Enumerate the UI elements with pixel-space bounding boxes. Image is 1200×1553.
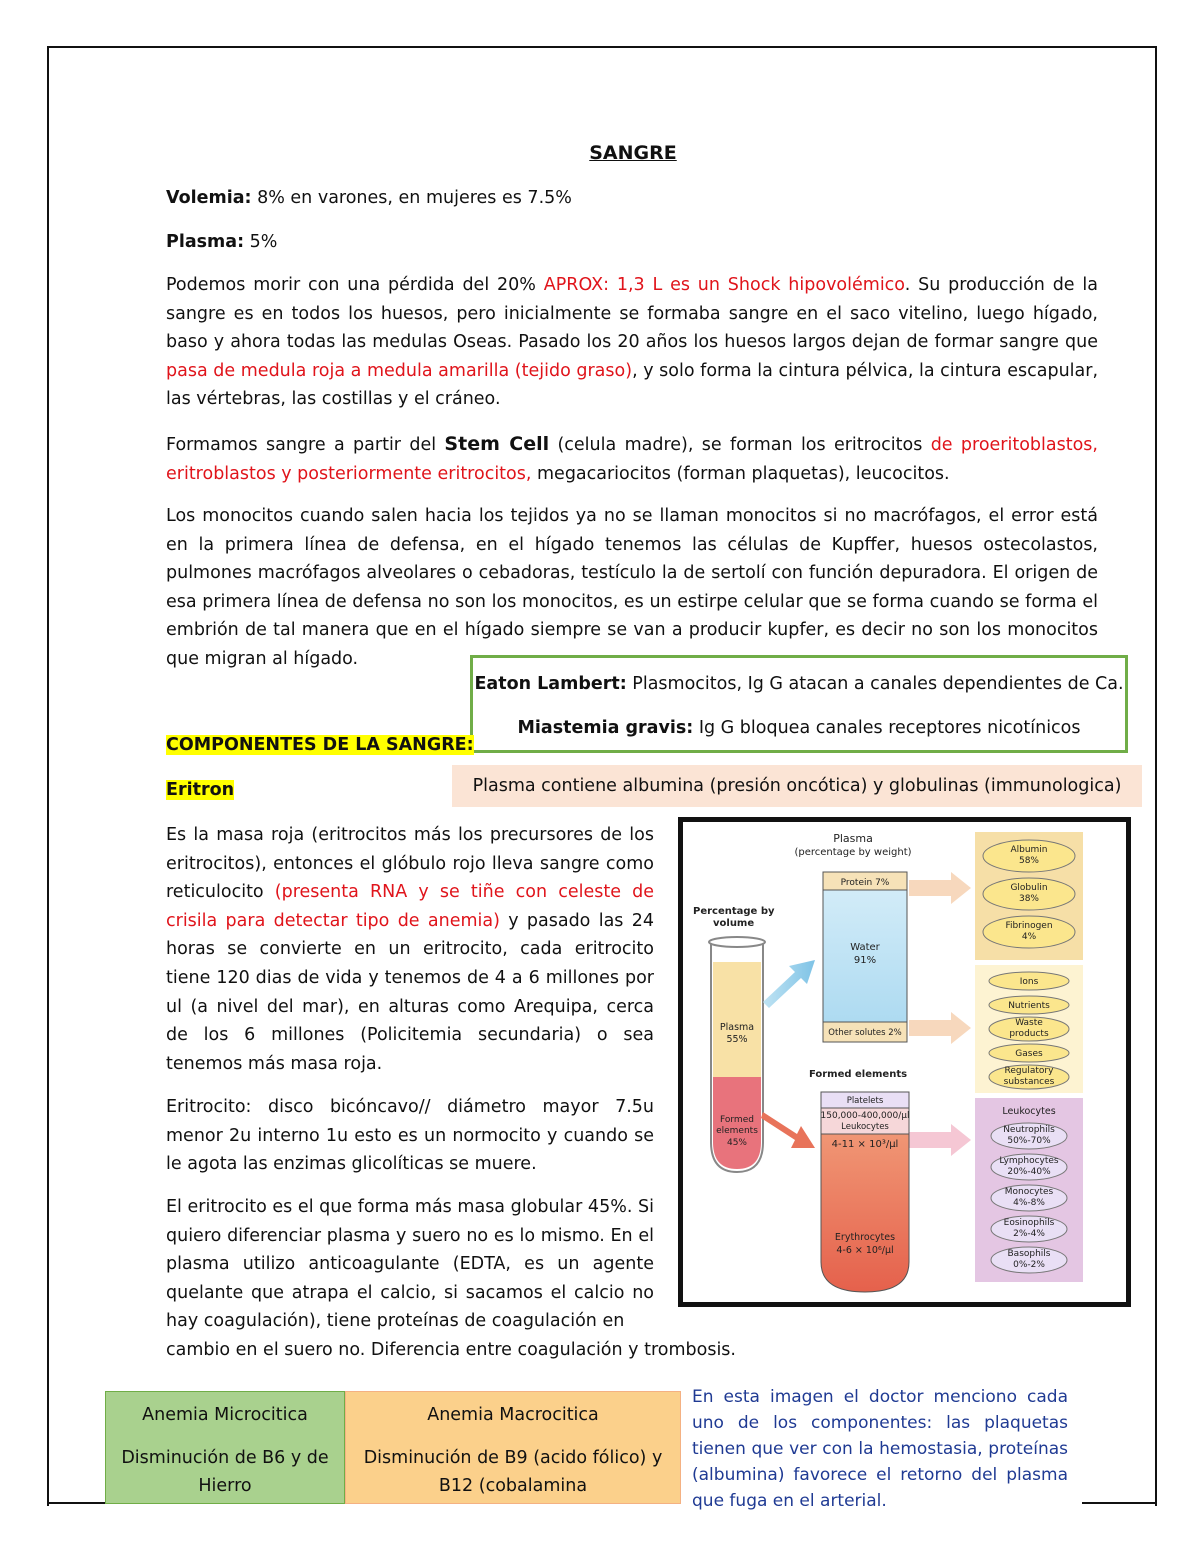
- leukocyte-oval-text: Neutrophils: [1003, 1125, 1055, 1135]
- text: Formamos sangre a partir del: [166, 435, 445, 455]
- solute-oval-text: Regulatory: [1004, 1066, 1054, 1076]
- text: Es la masa roja (eritrocitos más los precursores de los eritrocitos), entonces el glóbulo rojo lleva sangre como reticulocito: [166, 825, 654, 903]
- protein-oval-text: Fibrinogen: [1005, 921, 1053, 931]
- macro-desc: Disminución de B9 (acido fólico) y B12 (cobalamina: [363, 1448, 663, 1496]
- arrow-icon: [909, 1124, 971, 1156]
- plasma-subtitle: (percentage by weight): [794, 847, 912, 858]
- eaton-label: Eaton Lambert:: [474, 674, 627, 694]
- red-text: de proeritoblastos, eritroblastos y posteriormente eritrocitos,: [166, 435, 1098, 484]
- leukocyte-types-title: Leukocytes: [1002, 1106, 1056, 1117]
- plasma-label: Plasma:: [166, 232, 245, 252]
- leukocyte-oval-text: 20%-40%: [1007, 1167, 1051, 1177]
- myasthenia-box: [470, 655, 1128, 753]
- leukocytes-value: 4-11 × 10³/µl: [831, 1139, 899, 1150]
- paragraph-1: [166, 271, 1098, 414]
- eaton-line: [473, 674, 1125, 694]
- plasma-note-bar: Plasma contiene albumina (presión oncótica) y globulinas (immunologica): [452, 765, 1142, 807]
- pct-volume-label: Percentage by: [693, 906, 775, 917]
- volemia-label: Volemia:: [166, 188, 252, 208]
- leukocyte-oval-text: 50%-70%: [1007, 1136, 1051, 1146]
- leukocyte-oval: [991, 1123, 1067, 1149]
- text: megacariocitos (forman plaquetas), leucocitos.: [531, 463, 950, 484]
- leukocyte-oval-text: Eosinophils: [1003, 1218, 1055, 1228]
- pct-volume-label-2: volume: [713, 918, 755, 929]
- eaton-text: Plasmocitos, Ig G atacan a canales dependientes de Ca.: [626, 674, 1124, 694]
- solute-oval-text: Nutrients: [1008, 1001, 1050, 1011]
- protein-label: Protein 7%: [840, 878, 890, 888]
- text: . Su producción de la sangre es en todos los huesos, pero inicialmente se formaba sangre en el saco vitelino, luego hígado, baso y ahora todas las medulas Oseas. Pasado los 20 años los huesos largos dejan de formar sangre que: [166, 275, 1098, 353]
- micro-title: Anemia Microcitica: [142, 1405, 308, 1425]
- paragraph-5: Eritrocito: disco bicóncavo// diámetro mayor 7.5u menor 2u interno 1u esto es un normocito y cuando se le agota las enzimas glicolíticas se muere.: [166, 1097, 654, 1175]
- leukocyte-oval-text: Monocytes: [1004, 1187, 1054, 1197]
- protein-oval: [983, 840, 1075, 872]
- tube-formed-pct: 45%: [726, 1138, 748, 1148]
- arrow-icon: [909, 1012, 971, 1044]
- tube-plasma-layer: [713, 962, 761, 1077]
- componentes-heading: [166, 731, 474, 760]
- page-title: SANGRE: [589, 142, 677, 164]
- stem-cell-bold: Stem Cell: [444, 433, 550, 455]
- leukocyte-types-group: [991, 1123, 1067, 1273]
- frame-line: [1082, 1502, 1155, 1504]
- paragraph-6: El eritrocito es el que forma más masa globular 45%. Si quiero diferenciar plasma y suero no es lo mismo. En el plasma utilizo anticoagulante (EDTA, es un agente quelante que atrapa el calcio, si sacamos el calcio no hay coagulación), tiene proteínas de coagulación en: [166, 1197, 654, 1332]
- arrow-icon: [763, 960, 815, 1008]
- solute-oval-text: products: [1009, 1029, 1049, 1039]
- erythrocytes-value: 4-6 × 10⁶/µl: [836, 1245, 894, 1256]
- solute-oval-text: substances: [1003, 1077, 1055, 1087]
- solute-oval: [989, 1044, 1069, 1062]
- componentes-text: COMPONENTES DE LA SANGRE:: [166, 735, 474, 755]
- solute-oval: [989, 996, 1069, 1014]
- tube-formed-label-2: elements: [716, 1126, 758, 1136]
- protein-oval-text: 4%: [1021, 932, 1037, 942]
- anemia-macrocitica-cell: [345, 1391, 681, 1504]
- micro-desc: Disminución de B6 y de Hierro: [121, 1448, 329, 1496]
- arrow-icon: [761, 1112, 815, 1148]
- solute-oval-text: Waste: [1015, 1018, 1043, 1028]
- plasma-line: [166, 228, 277, 257]
- solute-oval-text: Ions: [1019, 977, 1039, 987]
- leukocyte-oval-text: 4%-8%: [1013, 1198, 1045, 1208]
- anemia-microcitica-cell: [105, 1391, 345, 1504]
- water-percent: 91%: [853, 955, 877, 966]
- leukocyte-oval-text: 0%-2%: [1013, 1260, 1045, 1270]
- protein-oval-text: 38%: [1018, 894, 1040, 904]
- text: (celula madre), se forman los eritrocitos: [549, 435, 931, 455]
- platelets-label: Platelets: [846, 1096, 884, 1106]
- plasma-text: 5%: [244, 232, 278, 252]
- miastemia-text: Ig G bloquea canales receptores nicotínicos: [693, 718, 1081, 738]
- formed-elements-title: Formed elements: [808, 1069, 908, 1080]
- leukocyte-oval-text: Lymphocytes: [999, 1156, 1059, 1166]
- erythrocytes-label: Erythrocytes: [834, 1232, 896, 1243]
- solute-oval: [989, 1065, 1069, 1089]
- solute-oval: [989, 1017, 1069, 1041]
- water-label: Water: [850, 942, 880, 953]
- protein-oval: [983, 878, 1075, 910]
- leukocyte-oval: [991, 1216, 1067, 1242]
- blood-composition-figure: [678, 817, 1131, 1307]
- miastemia-line: [473, 718, 1125, 738]
- eritron-heading: [166, 776, 234, 805]
- leukocyte-oval-text: 2%-4%: [1013, 1229, 1045, 1239]
- miastemia-label: Miastemia gravis:: [517, 718, 694, 738]
- leukocyte-oval: [991, 1185, 1067, 1211]
- tube-plasma-label: Plasma: [719, 1022, 755, 1033]
- leukocytes-label: Leukocytes: [841, 1122, 889, 1132]
- red-text: (presenta RNA y se tiñe con celeste de crisila para detectar tipo de anemia): [166, 882, 654, 931]
- volemia-line: [166, 184, 572, 213]
- paragraph-4: [166, 821, 654, 1078]
- plasma-proteins-group: [983, 840, 1075, 948]
- tube-formed-label: Formed: [720, 1115, 754, 1125]
- red-text: pasa de medula roja a medula amarilla (tejido graso): [166, 360, 633, 381]
- leukocyte-oval: [991, 1247, 1067, 1273]
- solute-oval-text: Gases: [1015, 1049, 1043, 1059]
- volemia-text: 8% en varones, en mujeres es 7.5%: [251, 188, 572, 208]
- blood-composition-diagram: [683, 822, 1126, 1302]
- protein-oval-text: 58%: [1018, 856, 1040, 866]
- protein-oval-text: Albumin: [1010, 845, 1048, 855]
- tube-rim: [709, 937, 765, 947]
- protein-oval: [983, 916, 1075, 948]
- platelets-value: 150,000-400,000/µl: [820, 1111, 910, 1121]
- text: y pasado las 24 horas se convierte en un eritrocito, cada eritrocito tiene 120 dias de vida y tenemos de 4 a 6 millones por ul (a nivel del mar), en alturas como Arequipa, cerca de los 6 millones (Policitemia secundaria) o sea tenemos más masa roja.: [166, 910, 654, 1074]
- frame-line: [47, 1502, 107, 1504]
- eritron-text: Eritron: [166, 780, 235, 800]
- leukocyte-oval-text: Basophils: [1007, 1249, 1051, 1259]
- text: Podemos morir con una pérdida del 20%: [166, 275, 544, 295]
- macro-title: Anemia Macrocitica: [427, 1405, 599, 1425]
- paragraph-6-last-line: cambio en el suero no. Diferencia entre coagulación y trombosis.: [166, 1340, 736, 1360]
- solute-oval: [989, 972, 1069, 990]
- paragraph-2: [166, 430, 1098, 488]
- doctor-note: En esta imagen el doctor menciono cada uno de los componentes: las plaquetas tienen que ver con la hemostasia, proteínas (albumina) favorece el retorno del plasma que fuga en el arterial.: [692, 1387, 1068, 1511]
- arrow-icon: [909, 872, 971, 904]
- plasma-title: Plasma: [833, 832, 873, 845]
- protein-oval-text: Globulin: [1010, 883, 1048, 893]
- red-text: APROX: 1,3 L es un Shock hipovolémico: [543, 275, 905, 295]
- text: , y solo forma la cintura pélvica, la cintura escapular, las vértebras, las costillas y el cráneo.: [166, 360, 1099, 410]
- paragraph-3: Los monocitos cuando salen hacia los tejidos ya no se llaman monocitos si no macrófagos, el error está en la primera línea de defensa, en el hígado tenemos las células de Kupffer, huesos ostecolastos, pulmones macrófagos alveolares o cebadoras, testículo la de sertolí con función depuradora. El origen de esa primera línea de defensa no son los monocitos, es un estirpe celular que se forma cuando se forma el embrión de tal manera que en el hígado siempre se van a producir kupfer, es decir no son los monocitos que migran al hígado.: [166, 506, 1098, 669]
- leukocyte-oval: [991, 1154, 1067, 1180]
- other-solutes-label: Other solutes 2%: [828, 1028, 902, 1038]
- tube-plasma-pct: 55%: [726, 1034, 748, 1045]
